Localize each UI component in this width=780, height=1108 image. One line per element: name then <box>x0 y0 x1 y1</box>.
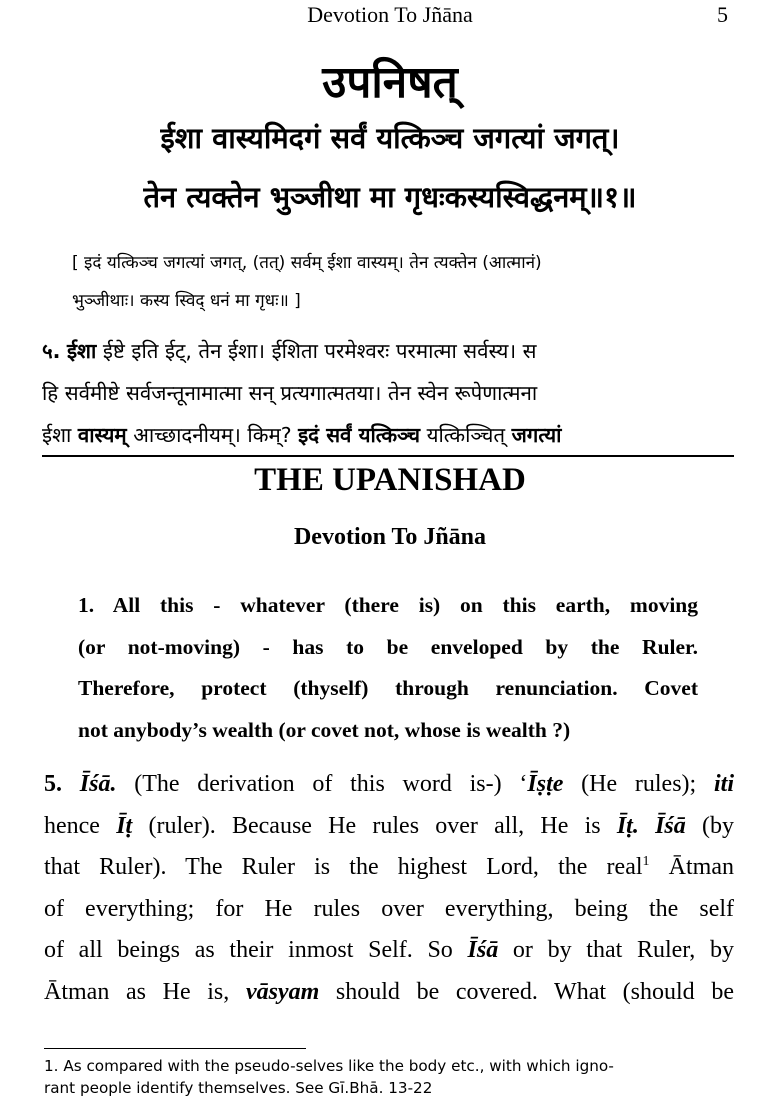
sanskrit-heading: उपनिषत् <box>322 57 458 108</box>
commentary-text: (ruler). Because He rules over all, He is <box>132 812 617 839</box>
commentary-line-3 <box>44 847 734 889</box>
anvaya-line-2: भुञ्जीथाः। कस्य स्विद् धनं मा गृधः॥ ] <box>72 291 301 311</box>
bhashya-term: वास्यम् <box>77 423 127 447</box>
verse-number: ५. <box>42 339 61 363</box>
bhashya-text: ईष्टे इति ईट्, तेन ईशा। ईशिता परमेश्वरः परमात्मा सर्वस्य। स <box>96 339 537 363</box>
commentary-text: that Ruler). The Ruler is the highest Lord, the real <box>44 854 643 880</box>
bhashya-term: जगत्यां <box>511 423 562 447</box>
footnote-line-1: 1. As compared with the pseudo-selves like the body etc., with which igno- <box>44 1057 614 1075</box>
commentary-term: Īśā. <box>79 771 117 797</box>
commentary-text: of all beings as their inmost Self. So <box>44 937 468 963</box>
commentary-line-2 <box>44 806 734 848</box>
bhashya-line-1 <box>42 330 734 372</box>
commentary-text: (The derivation of this word is-) ‘ <box>116 771 528 797</box>
anvaya-line-1: [ इदं यत्किञ्च जगत्यां जगत्, (तत्) सर्वम् ईशा वास्यम्। तेन त्यक्तेन (आत्मानं) <box>72 253 542 273</box>
commentary-line-6 <box>44 972 734 1014</box>
commentary-term: vāsyam <box>245 978 320 1005</box>
translation-line: 1. All this - whatever (there is) on this earth, moving <box>78 593 698 617</box>
translation-line: not anybody’s wealth (or covet not, whose is wealth ?) <box>78 717 571 742</box>
footnote-line-2: rant people identify themselves. See Gī.Bhā. 13-22 <box>44 1079 433 1097</box>
footnote-rule <box>44 1048 306 1049</box>
bhashya-term: इदं सर्वं यत्किञ्च <box>298 423 421 447</box>
translation-line: Therefore, protect (thyself) through renunciation. Covet <box>78 676 698 700</box>
english-title: THE UPANISHAD <box>254 462 526 498</box>
bhashya-line-2: हि सर्वमीष्टे सर्वजन्तूनामात्मा सन् प्रत्यगात्मतया। तेन स्वेन रूपेणात्मना <box>42 381 538 405</box>
bhashya-line-3 <box>42 414 734 456</box>
english-commentary <box>44 764 734 1013</box>
commentary-text: (He rules); <box>563 771 714 797</box>
commentary-text: or by that Ruler, by <box>498 937 735 963</box>
footnote-marker: 1 <box>642 854 650 869</box>
verse-line-2: तेन त्यक्तेन भुञ्जीथा मा गृधःकस्यस्विद्धनम्॥१॥ <box>143 180 637 214</box>
english-subtitle: Devotion To Jñāna <box>293 524 487 550</box>
commentary-number: 5. <box>44 771 80 797</box>
commentary-text: Ātman <box>649 854 734 880</box>
verse-translation <box>78 585 698 751</box>
page-number: 5 <box>717 2 728 27</box>
commentary-term: Īṭ <box>116 812 133 839</box>
anvaya-block <box>72 244 722 320</box>
section-divider <box>42 455 734 457</box>
bhashya-text: ईशा <box>42 423 78 447</box>
bhashya-text: आच्छादनीयम्। किम्? <box>126 423 299 447</box>
commentary-line-4: of everything; for He rules over everything, being the self <box>44 895 734 922</box>
commentary-term: Īṣṭe <box>527 771 564 797</box>
commentary-text: Ātman as He is, <box>44 978 246 1005</box>
translation-line: (or not-moving) - has to be enveloped by the Ruler. <box>78 634 698 659</box>
sanskrit-commentary <box>42 330 734 456</box>
bhashya-term: ईशा <box>66 339 97 363</box>
bhashya-text: यत्किञ्चित् <box>420 423 512 447</box>
verse-line-1: ईशा वास्यमिदगं सर्वं यत्किञ्च जगत्यां जगत्। <box>160 121 620 155</box>
commentary-text: should be covered. What (should be <box>319 978 734 1005</box>
commentary-line-1 <box>44 764 734 806</box>
commentary-line-5 <box>44 930 734 972</box>
commentary-term: iti <box>713 771 734 797</box>
running-header-title: Devotion To Jñāna <box>307 2 473 27</box>
commentary-term: Īṭ. Īśā <box>616 812 686 839</box>
commentary-term: Īśā <box>467 937 499 963</box>
commentary-text: (by <box>685 812 734 839</box>
footnote <box>44 1055 736 1099</box>
commentary-text: hence <box>44 812 117 839</box>
